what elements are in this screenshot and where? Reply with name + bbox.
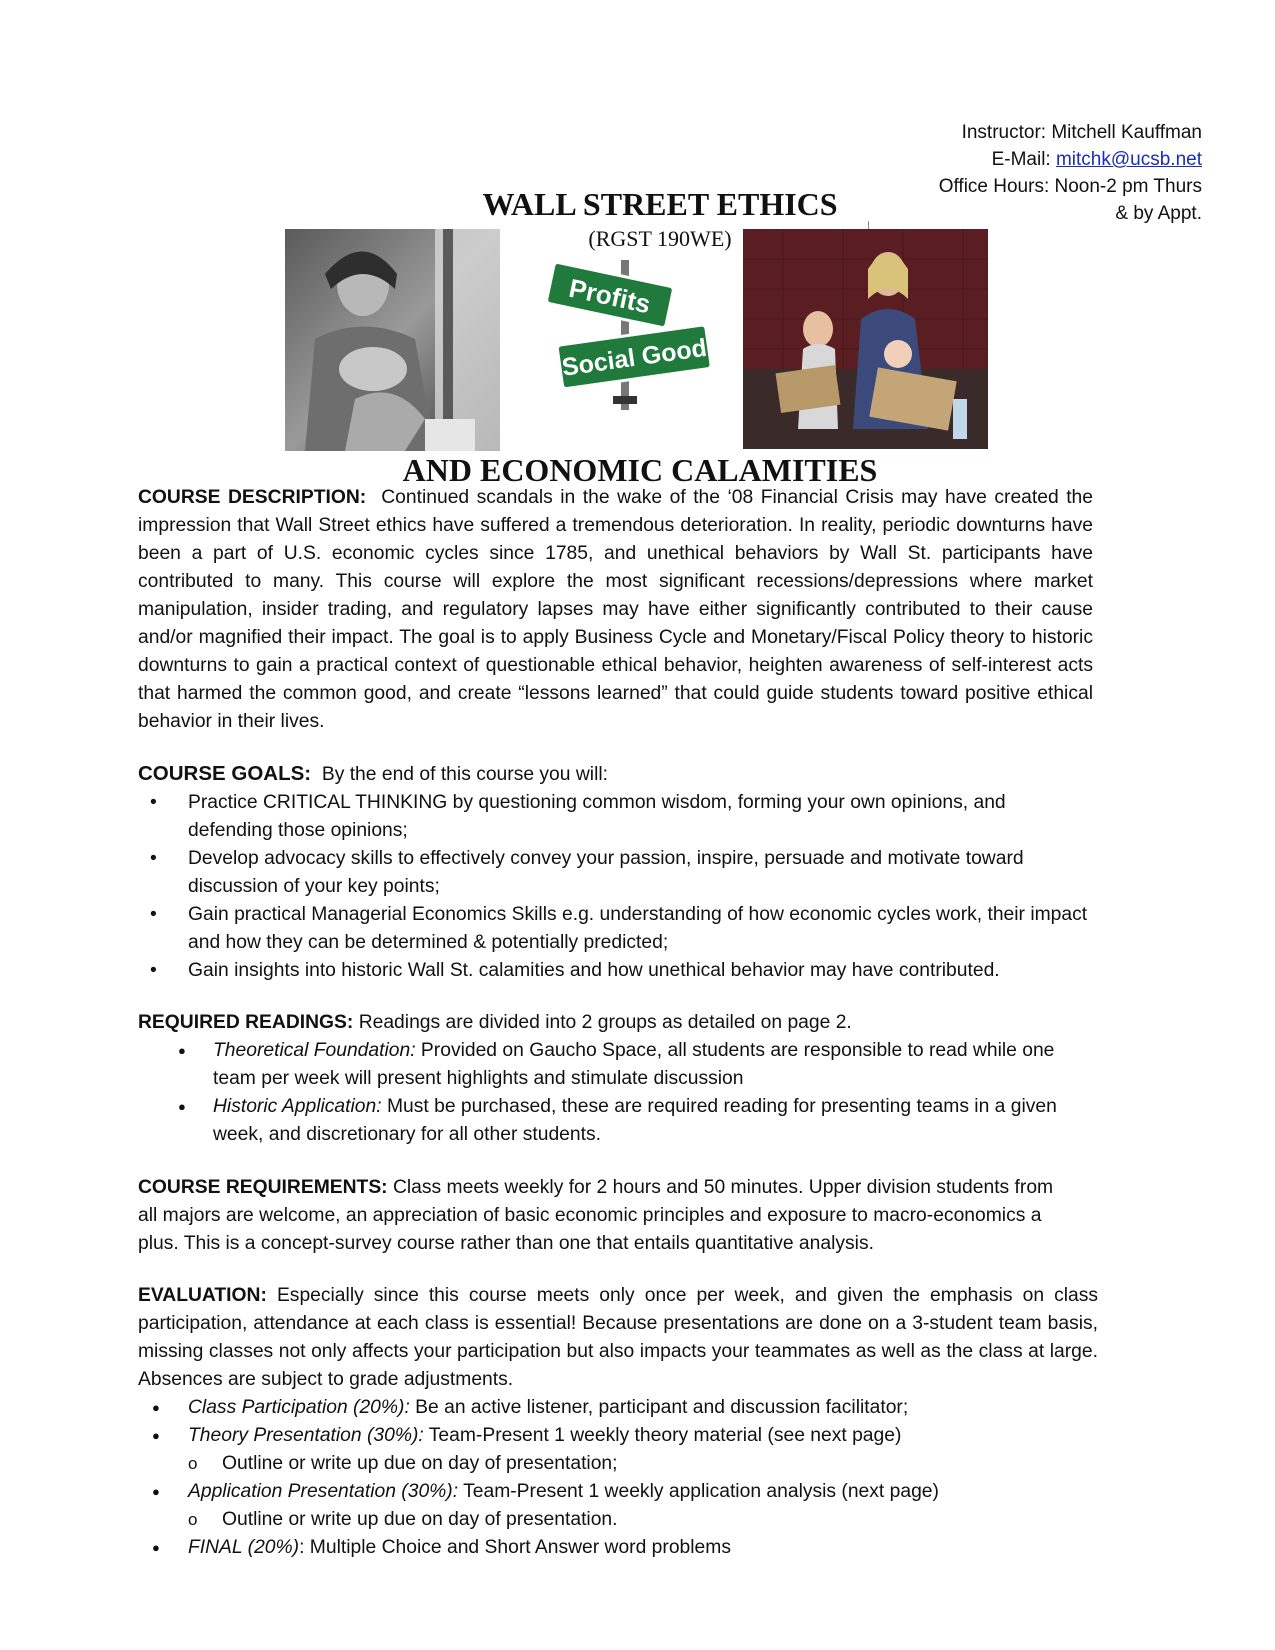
- evaluation-section: [138, 1282, 1098, 1562]
- evaluation-list: [138, 1394, 1098, 1562]
- goal-item: • Develop advocacy skills to effectively convey your passion, inspire, persuade and motivate toward discussion of your key points;: [138, 845, 1093, 901]
- course-requirements-section: [138, 1174, 1058, 1258]
- office-hours: Office Hours: Noon-2 pm Thurs: [938, 176, 1202, 197]
- instructor-name: Instructor: Mitchell Kauffman: [961, 122, 1202, 143]
- depression-mother-photo: [285, 229, 500, 451]
- evaluation-term: Class Participation (20%):: [188, 1397, 410, 1418]
- course-goals-heading: [138, 760, 1093, 789]
- course-requirements: [138, 1174, 1058, 1258]
- course-goals-section: [138, 760, 1093, 985]
- reading-term: Historic Application:: [213, 1096, 382, 1117]
- course-description-section: [138, 484, 1093, 736]
- evaluation-text: Team-Present 1 weekly application analysis (next page): [458, 1481, 939, 1502]
- evaluation-subitem: o Outline or write up due on day of presentation;: [138, 1450, 1098, 1478]
- course-goals-label: COURSE GOALS:: [138, 762, 312, 785]
- page-title-line2: AND ECONOMIC CALAMITIES: [402, 452, 878, 488]
- required-readings-intro: Readings are divided into 2 groups as detailed on page 2.: [358, 1012, 852, 1033]
- evaluation-text: Especially since this course meets only once per week, and given the emphasis on class participation, attendance at each class is essential! Because presentations are done on a 3-student team basis, missing classes not only affects your participation but also impacts your teammates as well as the class at large. Absences are subject to grade adjustments.: [138, 1285, 1099, 1390]
- goal-item: • Practice CRITICAL THINKING by questioning common wisdom, forming your own opinions, and defending those opinions;: [138, 789, 1093, 845]
- homeless-family-photo: [743, 229, 988, 449]
- appointment-note: & by Appt.: [1115, 203, 1202, 224]
- evaluation-term: Theory Presentation (30%):: [188, 1425, 424, 1446]
- email-link[interactable]: mitchk@ucsb.net: [1055, 149, 1202, 170]
- course-requirements-label: COURSE REQUIREMENTS:: [138, 1177, 388, 1198]
- evaluation-item: [138, 1422, 1098, 1450]
- evaluation-item: [138, 1394, 1098, 1422]
- reading-text: Provided on Gaucho Space, all students are responsible to read while one team per week will present highlights and stimulate discussion: [213, 1040, 1055, 1089]
- reading-text: Must be purchased, these are required reading for presenting teams in a given week, and discretionary for all other students.: [213, 1096, 1057, 1145]
- email-label: E-Mail:: [991, 149, 1056, 170]
- evaluation-item: [138, 1534, 1098, 1562]
- evaluation-subitem: o Outline or write up due on day of presentation.: [138, 1506, 1098, 1534]
- readings-list: [138, 1037, 1093, 1149]
- course-description-text: Continued scandals in the wake of the ‘08 Financial Crisis may have created the impression that Wall Street ethics have suffered a tremendous deterioration. In reality, periodic downturns have been a part of U.S. economic cycles since 1785, and unethical behaviors by Wall St. participants have contributed to many. This course will explore the most significant recessions/depressions where market manipulation, insider trading, and regulatory lapses may have either significantly contributed to their cause and/or magnified their impact. The goal is to apply Business Cycle and Monetary/Fiscal Policy theory to historic downturns to gain a practical context of questionable ethical behavior, heighten awareness of self-interest acts that harmed the common good, and create “lessons learned” that could guide students toward positive ethical behavior in their lives.: [138, 487, 1094, 732]
- evaluation-item: [138, 1478, 1098, 1506]
- course-requirements-text: Class meets weekly for 2 hours and 50 minutes. Upper division students from all majors are welcome, an appreciation of basic economic principles and exposure to macro-economics a plus. This is a concept-survey course rather than one that entails quantitative analysis.: [138, 1177, 1054, 1254]
- street-signs-image: [545, 260, 725, 410]
- evaluation-term: FINAL (20%): [188, 1537, 300, 1558]
- course-code: (RGST 190WE): [588, 226, 732, 251]
- reading-term: Theoretical Foundation:: [213, 1040, 416, 1061]
- sign-profits-text: Profits: [566, 272, 654, 320]
- selection-handle: [868, 221, 869, 229]
- course-goals-intro: By the end of this course you will:: [321, 764, 608, 785]
- reading-item: [138, 1037, 1093, 1093]
- sign-social-good-text: Social Good: [560, 333, 709, 382]
- evaluation-term: Application Presentation (30%):: [188, 1481, 459, 1502]
- instructor-email-line: [939, 146, 1202, 173]
- course-goals-list: [138, 789, 1093, 985]
- evaluation-text: Be an active listener, participant and discussion facilitator;: [409, 1397, 909, 1418]
- evaluation-text: Team-Present 1 weekly theory material (see next page): [423, 1425, 902, 1446]
- goal-item: • Gain insights into historic Wall St. calamities and how unethical behavior may have contributed.: [138, 957, 1093, 985]
- evaluation-paragraph: [138, 1282, 1098, 1394]
- course-description-label: COURSE DESCRIPTION:: [138, 487, 367, 508]
- goal-item: • Gain practical Managerial Economics Skills e.g. understanding of how economic cycles work, their impact and how they can be determined & potentially predicted;: [138, 901, 1093, 957]
- evaluation-text: : Multiple Choice and Short Answer word problems: [299, 1537, 731, 1558]
- page-title: WALL STREET ETHICS: [482, 186, 838, 222]
- required-readings-heading: [138, 1009, 1093, 1037]
- reading-item: [138, 1093, 1093, 1149]
- evaluation-label: EVALUATION:: [138, 1285, 267, 1306]
- required-readings-section: [138, 1009, 1093, 1149]
- required-readings-label: REQUIRED READINGS:: [138, 1012, 354, 1033]
- course-description: [138, 484, 1093, 736]
